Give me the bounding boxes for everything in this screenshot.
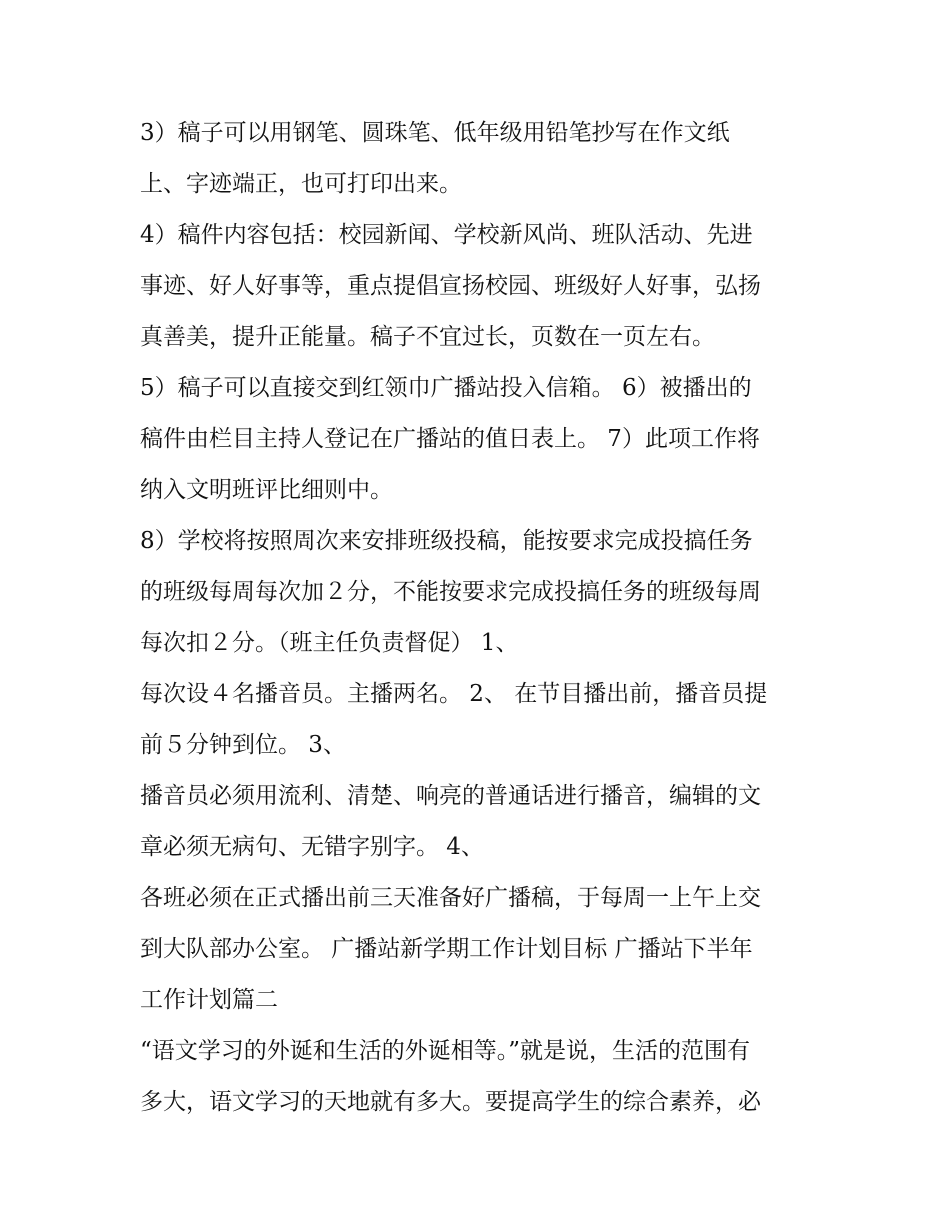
text-line: 播音员必须用流利、清楚、响亮的普通话进行播音，编辑的文 [140,783,761,809]
text-line: 章必须无病句、无错字别字。 4、 [140,834,484,860]
text-line: 各班必须在正式播出前三天准备好广播稿，于每周一上午上交 [140,885,761,911]
text-line: 工作计划篇二 [140,987,278,1013]
text-line: 多大，语文学习的天地就有多大。要提高学生的综合素养，必 [140,1089,761,1115]
text-line: 真善美，提升正能量。稿子不宜过长，页数在一页左右。 [140,324,715,350]
text-line: “语文学习的外诞和生活的外诞相等。”就是说，生活的范围有 [140,1038,751,1064]
text-line: 8）学校将按照周次来安排班级投稿，能按要求完成投搞任务 [140,528,753,554]
text-line: 纳入文明班评比细则中。 [140,477,393,503]
text-line: 的班级每周每次加２分，不能按要求完成投搞任务的班级每周 [140,579,761,605]
text-line: 每次设４名播音员。主播两名。 2、 在节目播出前，播音员提 [140,681,768,707]
document-body [140,108,830,1128]
text-line: 稿件由栏目主持人登记在广播站的值日表上。 7）此项工作将 [140,426,760,452]
text-line: 前５分钟到位。 3、 [140,732,346,758]
text-line: 上、字迹端正，也可打印出来。 [140,171,462,197]
text-line: 每次扣２分。（班主任负责督促） 1、 [140,630,519,656]
text-line: 到大队部办公室。 广播站新学期工作计划目标 广播站下半年 [140,936,753,962]
text-line: 事迹、好人好事等，重点提倡宣扬校园、班级好人好事，弘扬 [140,273,761,299]
text-line: 4）稿件内容包括：校园新闻、学校新风尚、班队活动、先进 [140,222,753,248]
text-line: 5）稿子可以直接交到红领巾广播站投入信箱。 6）被播出的 [140,375,752,401]
text-line: 3）稿子可以用钢笔、圆珠笔、低年级用铅笔抄写在作文纸 [140,120,730,146]
